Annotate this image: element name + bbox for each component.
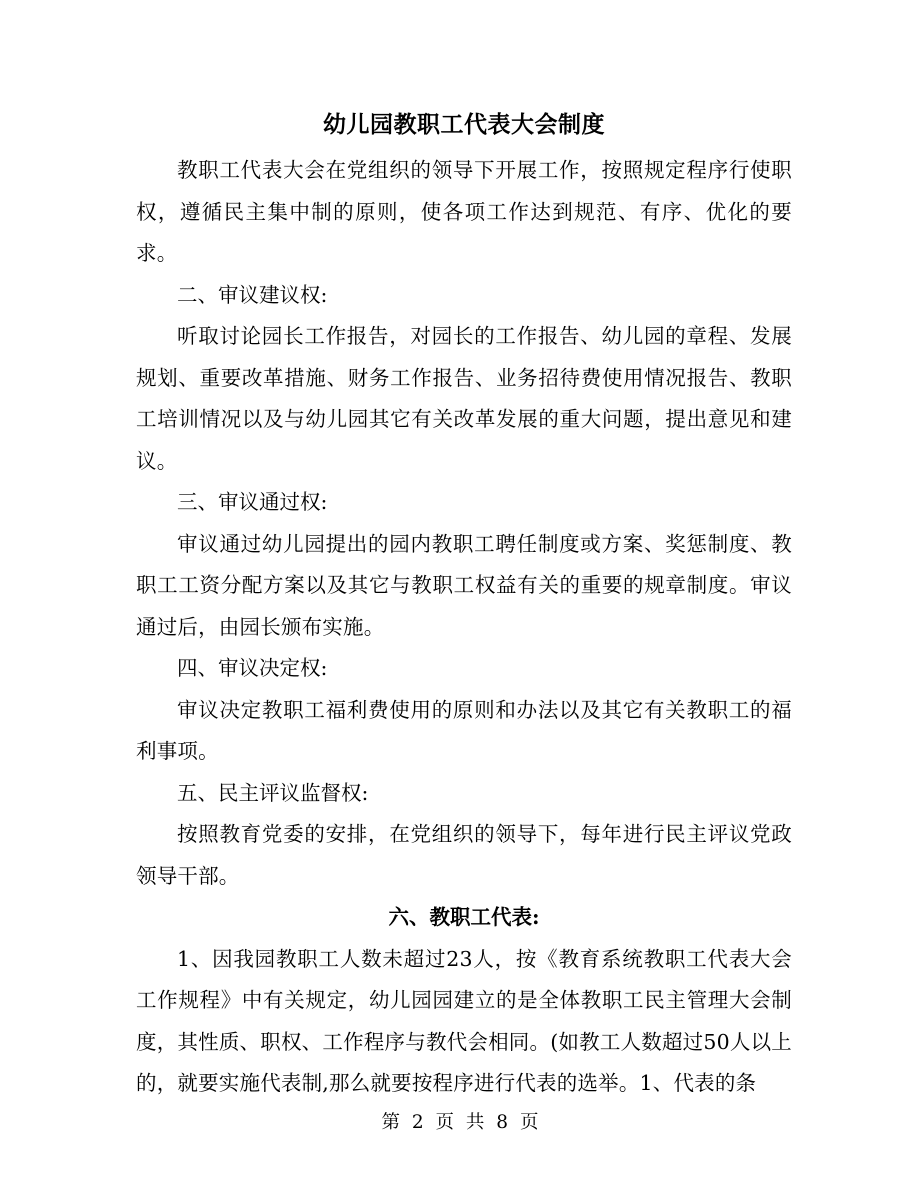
page-number-footer: 第 2 页 共 8 页 <box>381 1112 539 1133</box>
section-heading-2: 二、审议建议权: <box>177 282 328 307</box>
section-heading-5: 五、民主评议监督权: <box>177 780 369 805</box>
section-heading-3: 三、审议通过权: <box>177 490 328 514</box>
section-heading-4: 四、审议决定权: <box>177 656 328 680</box>
section-body-4: 审议决定教职工福利费使用的原则和办法以及其它有关教职工的福利事项。 <box>136 697 792 763</box>
section-heading-6: 六、教职工代表: <box>388 905 540 929</box>
intro-paragraph: 教职工代表大会在党组织的领导下开展工作，按照规定程序行使职权，遵循民主集中制的原则，使各项工作达到规范、有序、优化的要求。 <box>136 158 792 265</box>
section-body-6: 1、因我园教职工人数未超过23人，按《教育系统教职工代表大会工作规程》中有关规定，幼儿园园建立的是全体教职工民主管理大会制度，其性质、职权、工作程序与教代会相同。(如教工人数超过50人以上的，就要实施代表制,那么就要按程序进行代表的选举。1、代表的条 <box>136 946 792 1095</box>
document-body <box>136 100 792 1105</box>
document-title: 幼儿园教职工代表大会制度 <box>323 111 605 138</box>
section-body-5: 按照教育党委的安排，在党组织的领导下，每年进行民主评议党政领导干部。 <box>136 822 792 888</box>
section-body-2: 听取讨论园长工作报告，对园长的工作报告、幼儿园的章程、发展规划、重要改革措施、财务工作报告、业务招待费使用情况报告、教职工培训情况以及与幼儿园其它有关改革发展的重大问题，提出意见和建议。 <box>136 324 792 473</box>
section-body-3: 审议通过幼儿园提出的园内教职工聘任制度或方案、奖惩制度、教职工工资分配方案以及其它与教职工权益有关的重要的规章制度。审议通过后，由园长颁布实施。 <box>136 531 792 639</box>
